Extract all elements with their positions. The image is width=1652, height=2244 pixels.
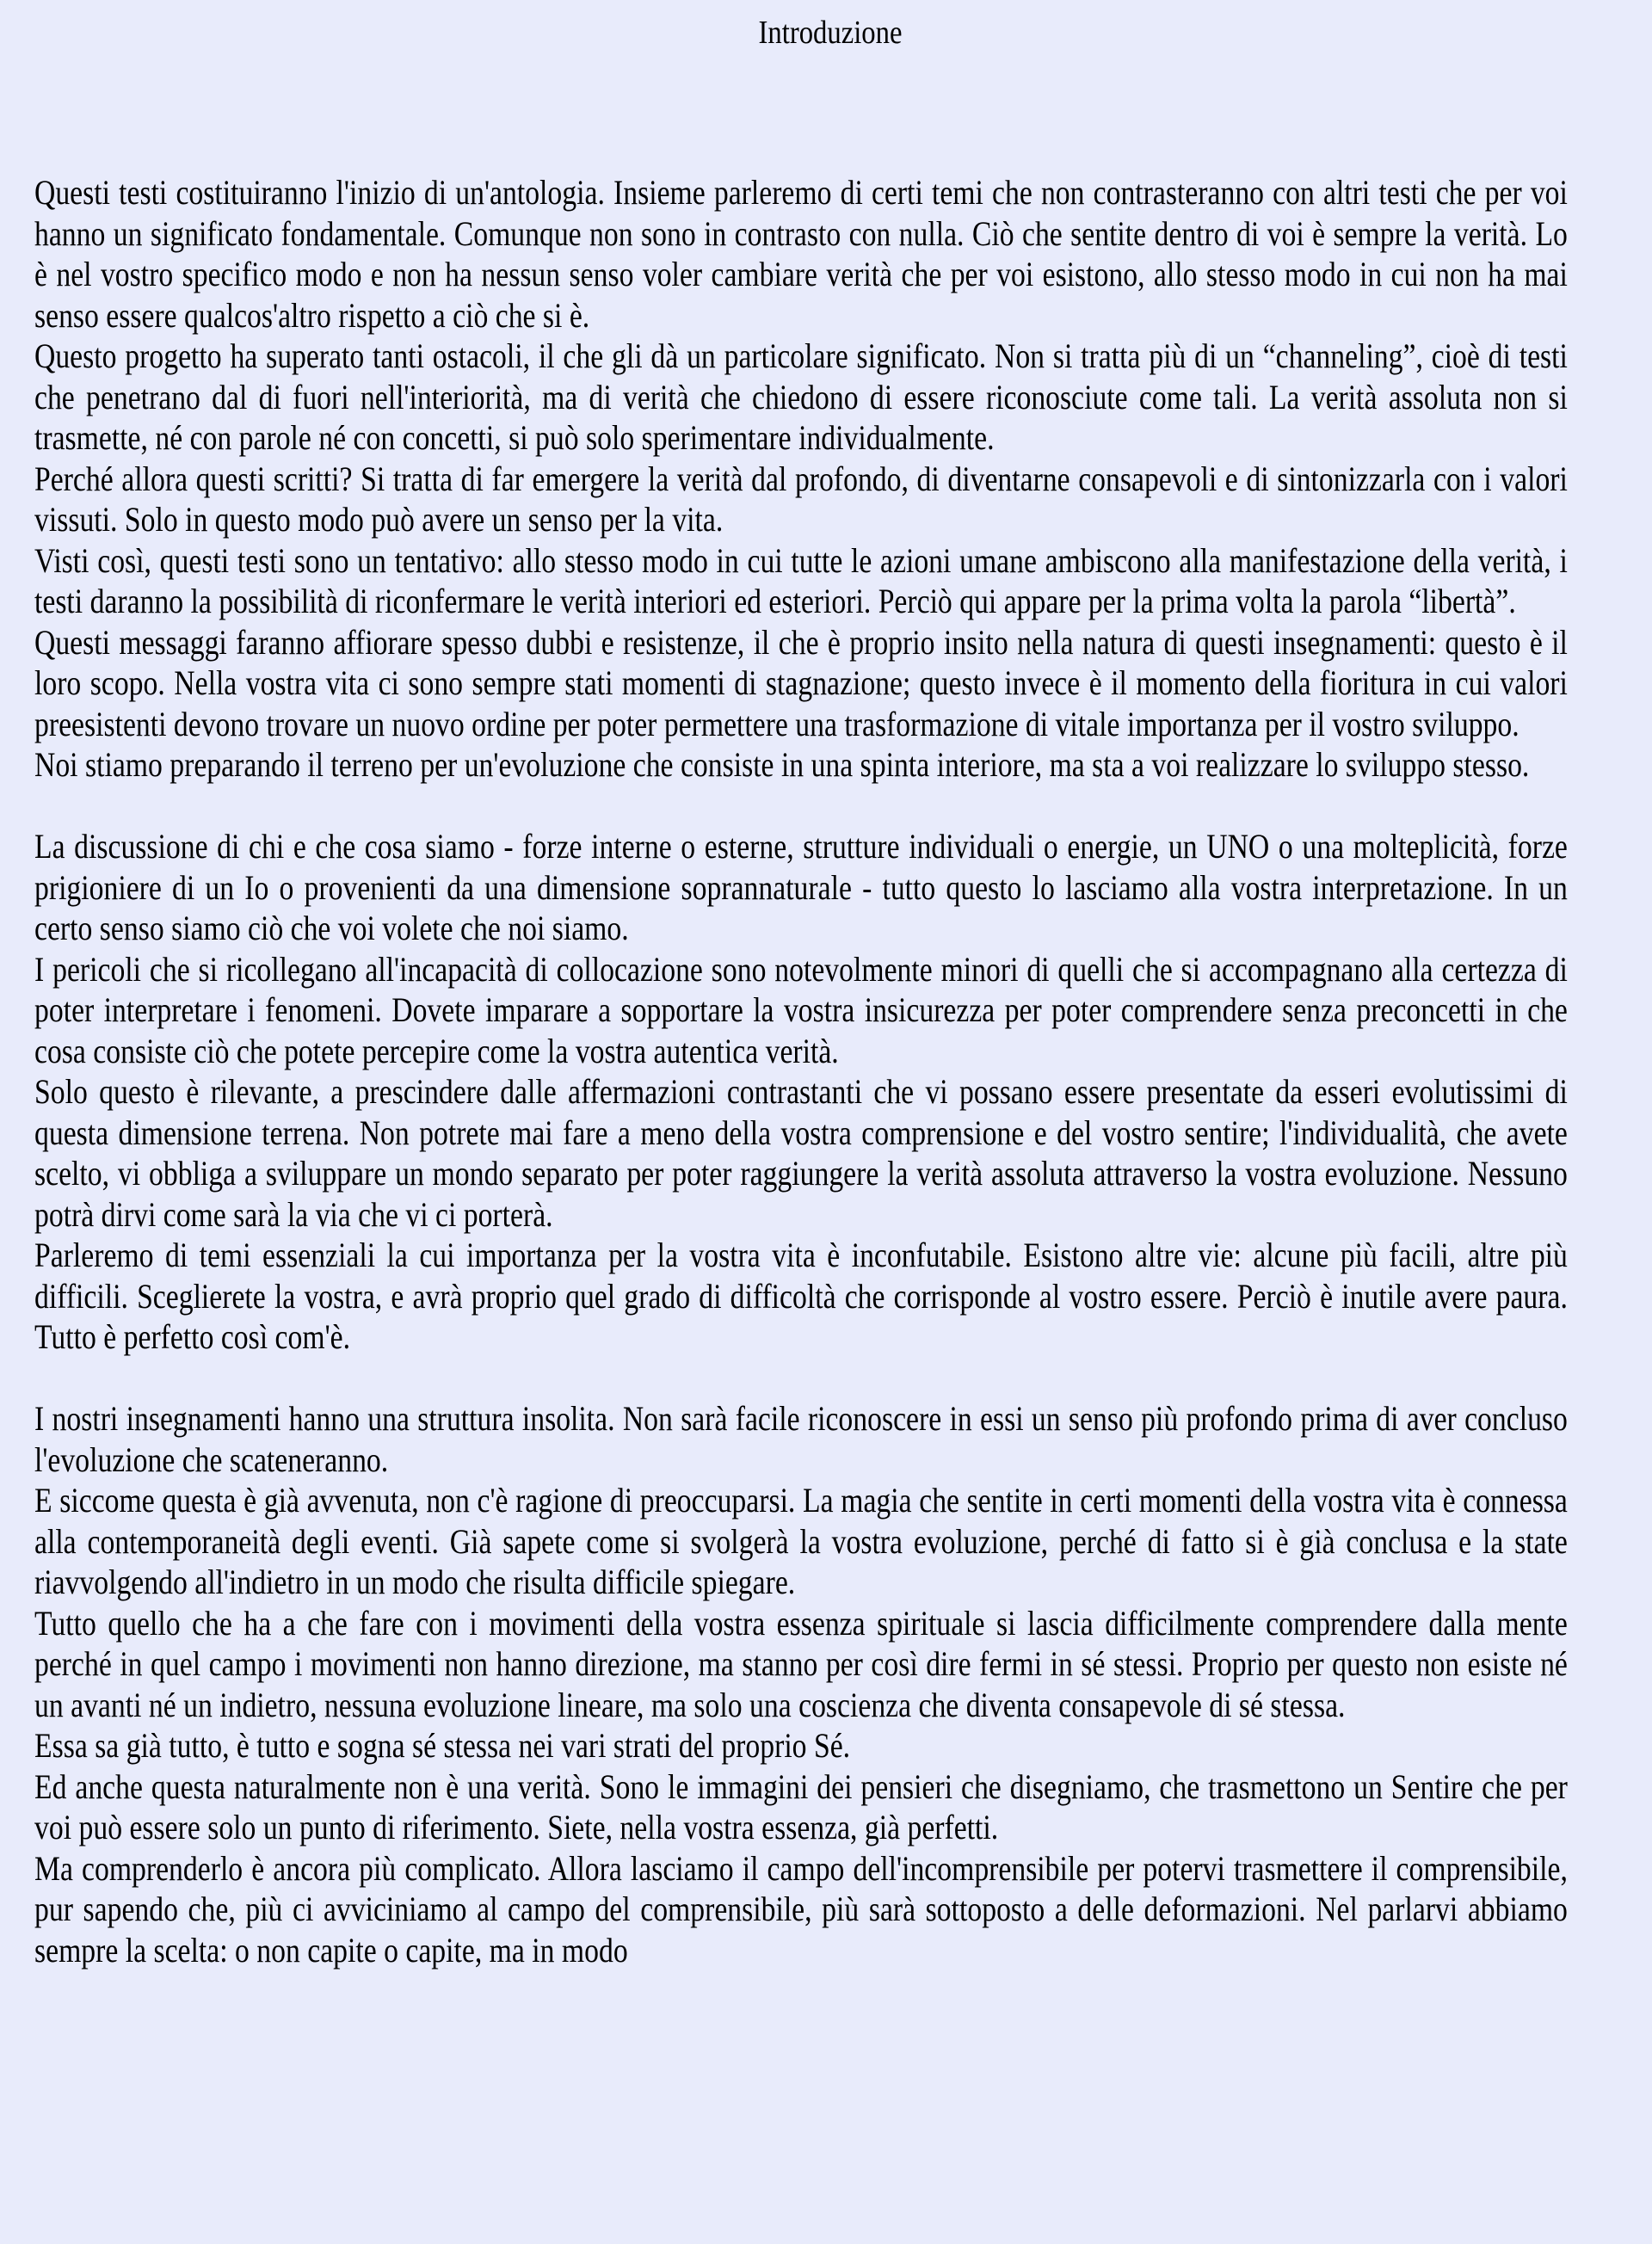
paragraph: Tutto quello che ha a che fare con i movimenti della vostra essenza spirituale si lascia difficilmente comprendere dalla mente perché in quel campo i movimenti non hanno direzione, ma stanno per così dire fermi in sé stessi. Proprio per questo non esiste né un avanti né un indietro, nessuna evoluzione lineare, ma solo una coscienza che diventa consapevole di sé stessa. xyxy=(34,1603,1568,1724)
paragraph: Noi stiamo preparando il terreno per un'evoluzione che consiste in una spinta interiore, ma sta a voi realizzare lo sviluppo stesso. xyxy=(34,745,1530,784)
paragraph: Visti così, questi testi sono un tentativo: allo stesso modo in cui tutte le azioni umane ambiscono alla manifestazione della verità, i testi daranno la possibilità di riconfermare le verità interiori ed esteriori. Perciò qui appare per la prima volta la parola “libertà”. xyxy=(34,540,1568,620)
paragraph: Ma comprenderlo è ancora più complicato. Allora lasciamo il campo dell'incomprensibile per potervi trasmettere il comprensibile, pur sapendo che, più ci avviciniamo al campo del comprensibile, più sarà sottoposto a delle deformazioni. Nel parlarvi abbiamo sempre la scelta: o non capite o capite, ma in modo xyxy=(34,1848,1568,1970)
document-body xyxy=(34,172,1568,2012)
paragraph: Essa sa già tutto, è tutto e sogna sé stessa nei vari strati del proprio Sé. xyxy=(34,1726,851,1765)
page-title: Introduzione xyxy=(758,15,903,51)
paragraph: Perché allora questi scritti? Si tratta di far emergere la verità dal profondo, di diventarne consapevoli e di sintonizzarla con i valori vissuti. Solo in questo modo può avere un senso per la vita. xyxy=(34,459,1568,539)
section-1 xyxy=(34,172,1568,786)
paragraph: Ed anche questa naturalmente non è una verità. Sono le immagini dei pensieri che disegniamo, che trasmettono un Sentire che per voi può essere solo un punto di riferimento. Siete, nella vostra essenza, già perfetti. xyxy=(34,1766,1568,1846)
paragraph: Questi messaggi faranno affiorare spesso dubbi e resistenze, il che è proprio insito nella natura di questi insegnamenti: questo è il loro scopo. Nella vostra vita ci sono sempre stati momenti di stagnazione; questo invece è il momento della fioritura in cui valori preesistenti devono trovare un nuovo ordine per poter permettere una trasformazione di vitale importanza per il vostro sviluppo. xyxy=(34,622,1568,743)
paragraph: E siccome questa è già avvenuta, non c'è ragione di preoccuparsi. La magia che sentite in certi momenti della vostra vita è connessa alla contemporaneità degli eventi. Già sapete come si svolgerà la vostra evoluzione, perché di fatto si è già conclusa e la state riavvolgendo all'indietro in un modo che risulta difficile spiegare. xyxy=(34,1481,1568,1601)
section-3 xyxy=(34,1398,1568,1970)
paragraph: La discussione di chi e che cosa siamo - forze interne o esterne, strutture individuali o energie, un UNO o una molteplicità, forze prigioniere di un Io o provenienti da una dimensione soprannaturale - tutto questo lo lasciamo alla vostra interpretazione. In un certo senso siamo ciò che voi volete che noi siamo. xyxy=(34,827,1568,947)
paragraph: I nostri insegnamenti hanno una struttura insolita. Non sarà facile riconoscere in essi un senso più profondo prima di aver concluso l'evoluzione che scateneranno. xyxy=(34,1399,1568,1479)
paragraph: Questi testi costituiranno l'inizio di un'antologia. Insieme parleremo di certi temi che non contrasteranno con altri testi che per voi hanno un significato fondamentale. Comunque non sono in contrasto con nulla. Ciò che sentite dentro di voi è sempre la verità. Lo è nel vostro specifico modo e non ha nessun senso voler cambiare verità che per voi esistono, allo stesso modo in cui non ha mai senso essere qualcos'altro rispetto a ciò che si è. xyxy=(34,173,1568,335)
paragraph: Questo progetto ha superato tanti ostacoli, il che gli dà un particolare significato. Non si tratta più di un “channeling”, cioè di testi che penetrano dal di fuori nell'interiorità, ma di verità che chiedono di essere riconosciute come tali. La verità assoluta non si trasmette, né con parole né con concetti, si può solo sperimentare individualmente. xyxy=(34,336,1568,457)
paragraph: I pericoli che si ricollegano all'incapacità di collocazione sono notevolmente minori di quelli che si accompagnano alla certezza di poter interpretare i fenomeni. Dovete imparare a sopportare la vostra insicurezza per poter comprendere senza preconcetti in che cosa consiste ciò che potete percepire come la vostra autentica verità. xyxy=(34,949,1568,1070)
section-2 xyxy=(34,826,1568,1358)
paragraph: Parleremo di temi essenziali la cui importanza per la vostra vita è inconfutabile. Esistono altre vie: alcune più facili, altre più difficili. Sceglierete la vostra, e avrà proprio quel grado di difficoltà che corrisponde al vostro essere. Perciò è inutile avere paura. Tutto è perfetto così com'è. xyxy=(34,1236,1568,1356)
paragraph: Solo questo è rilevante, a prescindere dalle affermazioni contrastanti che vi possano essere presentate da esseri evolutissimi di questa dimensione terrena. Non potrete mai fare a meno della vostra comprensione e del vostro sentire; l'individualità, che avete scelto, vi obbliga a sviluppare un mondo separato per poter raggiungere la verità assoluta attraverso la vostra evoluzione. Nessuno potrà dirvi come sarà la via che vi ci porterà. xyxy=(34,1072,1568,1234)
